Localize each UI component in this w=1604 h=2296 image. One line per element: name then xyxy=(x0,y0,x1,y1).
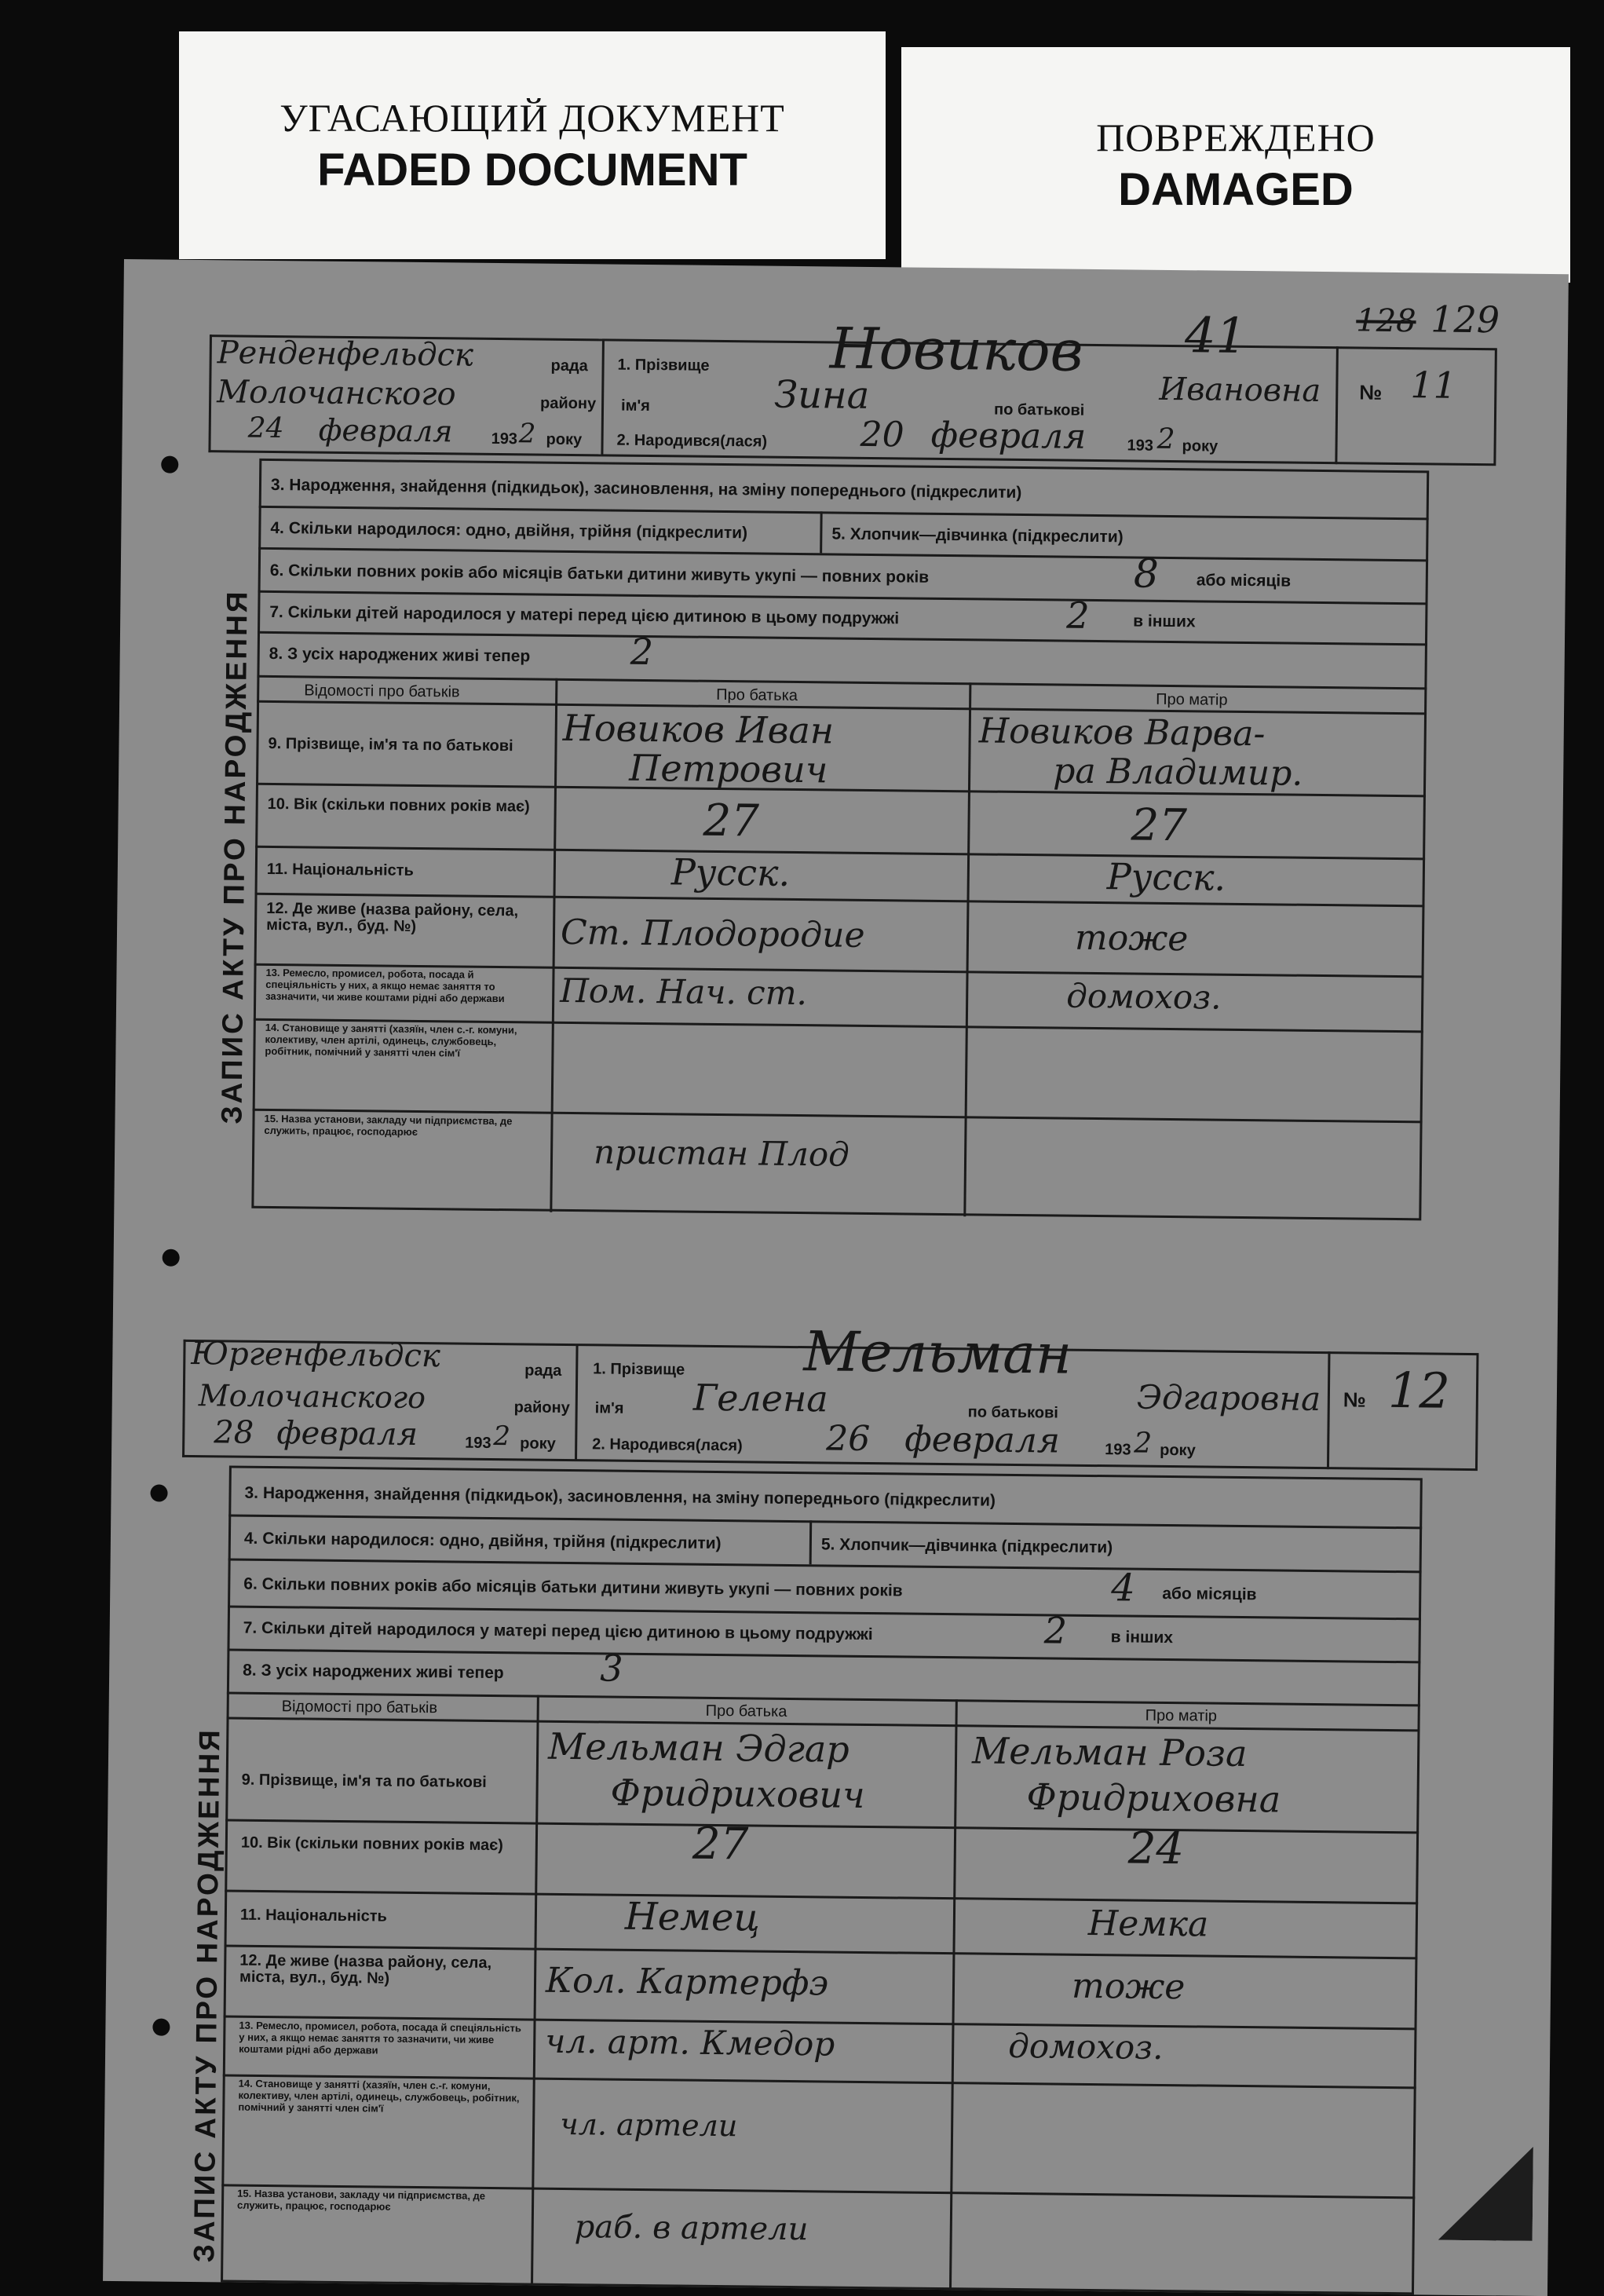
question-6-months: або місяців xyxy=(1162,1584,1257,1604)
mother-age: 27 xyxy=(1131,799,1188,852)
question-7: 7. Скільки дітей народилося у матері перед цією дитиною в цьому подружжі xyxy=(243,1618,873,1644)
question-15: 15. Назва установи, закладу чи підприємства, де служить, працює, господарює xyxy=(264,1112,513,1138)
question-14: 14. Становище у занятті (хазяїн, член с.-г. комуни, колективу, член артілі, одинець, службовець, робітник, помічний у занятті член сім'ї xyxy=(238,2077,520,2115)
question-7-others: в інших xyxy=(1110,1628,1174,1647)
rada-label: рада xyxy=(550,356,588,375)
mother-name-1: Новиков Варва- xyxy=(978,711,1266,755)
child-patronymic: Эдгаровна xyxy=(1136,1377,1321,1419)
surname-label: 1. Прізвище xyxy=(593,1360,685,1379)
mother-nationality: Русск. xyxy=(1106,855,1226,899)
question-14: 14. Становище у занятті (хазяїн, член с.-г. комуни, колективу, член артілі, одинець, службовець, робітник, помічний у занятті член сім'ї xyxy=(265,1021,517,1059)
rada-name: Ренденфельдск xyxy=(217,335,474,374)
faded-label-ru: УГАСАЮЩИЙ ДОКУМЕНТ xyxy=(280,95,785,140)
question-10: 10. Вік (скільки повних років має) xyxy=(267,795,530,816)
born-label: 2. Народився(лася) xyxy=(616,431,768,451)
surname-label: 1. Прізвище xyxy=(617,356,710,375)
name-label: ім'я xyxy=(620,397,650,415)
patronymic-label: по батькові xyxy=(993,400,1085,419)
children-before: 2 xyxy=(1043,1609,1068,1652)
faded-label-en: FADED DOCUMENT xyxy=(317,144,747,196)
rayon-label: району xyxy=(513,1398,570,1417)
years-together: 8 xyxy=(1133,550,1159,597)
born-year-label: року xyxy=(1182,437,1219,455)
born-label: 2. Народився(лася) xyxy=(592,1435,743,1455)
year-label: року xyxy=(520,1435,556,1453)
registration-year-digit: 2 xyxy=(493,1420,511,1453)
mother-nationality: Немка xyxy=(1087,1903,1209,1945)
col-header-info: Відомості про батьків xyxy=(304,682,460,701)
mother-occupation: домохоз. xyxy=(1007,2026,1164,2067)
damaged-document-label xyxy=(901,47,1570,283)
born-year-label: року xyxy=(1160,1441,1196,1460)
child-name: Гелена xyxy=(692,1376,829,1420)
faded-document-label xyxy=(179,31,886,259)
patronymic-label: по батькові xyxy=(967,1403,1059,1422)
father-age: 27 xyxy=(703,795,760,847)
mother-name-2: ра Владимир. xyxy=(1052,751,1303,794)
mother-age: 24 xyxy=(1127,1823,1185,1875)
mother-occupation: домохоз. xyxy=(1065,976,1222,1017)
father-age: 27 xyxy=(692,1818,749,1870)
born-year-prefix: 193 xyxy=(1105,1441,1131,1459)
father-name-1: Новиков Иван xyxy=(562,706,835,752)
side-note-number: 41 xyxy=(1184,306,1248,364)
year-label: року xyxy=(546,430,583,449)
born-year-digit: 2 xyxy=(1156,422,1175,456)
mother-address: тоже xyxy=(1071,1965,1186,2008)
col-header-info: Відомості про батьків xyxy=(281,1698,438,1717)
q4-q5-divider xyxy=(809,1520,813,1564)
question-6: 6. Скільки повних років або місяців батьки дитини живуть укупі — повних років xyxy=(269,561,930,587)
registration-month: февраля xyxy=(318,412,453,449)
registration-year-prefix: 193 xyxy=(465,1434,491,1452)
question-13: 13. Ремесло, промисел, робота, посада й спеціяльність у них, а якщо немає заняття то зазначити, чи живе коштами рідні або держави xyxy=(239,2019,521,2057)
question-8: 8. З усіх народжених живі тепер xyxy=(269,644,531,666)
folio-number: 129 xyxy=(1430,298,1500,342)
rada-label: рада xyxy=(524,1362,562,1380)
col-header-father: Про батька xyxy=(705,1702,787,1720)
side-title: ЗАПИС АКТУ ПРО НАРОДЖЕННЯ xyxy=(188,1727,226,2263)
child-surname: Мельман xyxy=(803,1319,1072,1387)
rayon-name: Молочанского xyxy=(198,1378,426,1416)
registration-year-prefix: 193 xyxy=(491,430,518,448)
damaged-label-ru: ПОВРЕЖДЕНО xyxy=(1096,115,1376,159)
father-name-2: Петрович xyxy=(628,746,828,792)
born-day: 20 xyxy=(860,414,904,455)
number-label: № xyxy=(1343,1387,1367,1412)
question-8: 8. З усіх народжених живі тепер xyxy=(243,1661,504,1683)
side-title: ЗАПИС АКТУ ПРО НАРОДЖЕННЯ xyxy=(215,589,254,1124)
rada-name: Юргенфельдск xyxy=(191,1335,441,1375)
father-name-2: Фридрихович xyxy=(610,1771,865,1816)
mother-name-2: Фридриховна xyxy=(1026,1775,1281,1821)
born-year-digit: 2 xyxy=(1134,1427,1153,1460)
question-11: 11. Національність xyxy=(266,860,414,879)
name-label: ім'я xyxy=(594,1399,624,1417)
registration-month: февраля xyxy=(276,1415,418,1453)
question-9: 9. Прізвище, ім'я та по батькові xyxy=(268,734,513,755)
question-5: 5. Хлопчик—дівчинка (підкреслити) xyxy=(831,525,1124,547)
father-address: Ст. Плодородие xyxy=(560,912,865,956)
question-7-others: в інших xyxy=(1133,612,1196,631)
father-workplace: пристан Плод xyxy=(593,1132,850,1174)
question-12: 12. Де живе (назва району, села, міста, вул., буд. №) xyxy=(266,899,519,935)
damaged-label-en: DAMAGED xyxy=(1118,163,1354,215)
father-position: чл. артели xyxy=(559,2106,738,2144)
question-4: 4. Скільки народилося: одно, двійня, трійня (підкреслити) xyxy=(243,1529,722,1553)
father-workplace: раб. в артели xyxy=(574,2209,809,2248)
born-day: 26 xyxy=(826,1418,871,1460)
question-10: 10. Вік (скільки повних років має) xyxy=(240,1834,503,1855)
q4-q5-divider xyxy=(820,511,823,553)
children-before: 2 xyxy=(1066,594,1090,637)
question-7: 7. Скільки дітей народилося у матері перед цією дитиною в цьому подружжі xyxy=(269,602,900,628)
father-occupation: чл. арт. Кмедор xyxy=(545,2021,835,2064)
record-number: 11 xyxy=(1410,364,1457,407)
question-15: 15. Назва установи, закладу чи підприємства, де служить, працює, господарює xyxy=(236,2187,486,2213)
registration-year-digit: 2 xyxy=(518,418,536,450)
father-occupation: Пом. Нач. ст. xyxy=(560,971,808,1013)
father-address: Кол. Картерфэ xyxy=(545,1960,829,2004)
child-name: Зина xyxy=(773,372,870,418)
mother-address: тоже xyxy=(1074,917,1189,960)
col-header-mother: Про матір xyxy=(1156,690,1228,709)
birth-record-1 xyxy=(114,259,1569,1256)
folio-number-struck: 128 xyxy=(1356,302,1416,340)
registration-day: 28 xyxy=(214,1414,254,1451)
father-nationality: Русск. xyxy=(670,850,791,894)
rayon-name: Молочанского xyxy=(216,374,456,413)
punch-hole xyxy=(163,1249,180,1267)
alive-now: 3 xyxy=(599,1647,623,1690)
birth-record-2 xyxy=(103,1319,1557,2296)
question-12: 12. Де живе (назва району, села, міста, вул., буд. №) xyxy=(239,1951,492,1987)
alive-now: 2 xyxy=(630,630,654,674)
question-6: 6. Скільки повних років або місяців батьки дитини живуть укупі — повних років xyxy=(243,1574,903,1600)
question-11: 11. Національність xyxy=(239,1906,387,1925)
record-number: 12 xyxy=(1387,1361,1451,1420)
born-month: февраля xyxy=(930,415,1087,457)
born-month: февраля xyxy=(904,1419,1061,1461)
child-patronymic: Ивановна xyxy=(1159,371,1321,409)
years-together: 4 xyxy=(1111,1566,1136,1610)
question-13: 13. Ремесло, промисел, робота, посада й спеціяльність у них, а якщо немає заняття то зазначити, чи живе коштами рідні або держави xyxy=(265,966,505,1005)
question-5: 5. Хлопчик—дівчинка (підкреслити) xyxy=(820,1535,1113,1557)
father-nationality: Немец xyxy=(624,1894,761,1940)
number-label: № xyxy=(1359,380,1383,404)
question-3: 3. Народження, знайдення (підкидьок), засиновлення, на зміну попереднього (підкреслити) xyxy=(244,1483,996,1510)
register-page xyxy=(103,259,1569,2296)
born-year-prefix: 193 xyxy=(1127,437,1154,455)
question-9: 9. Прізвище, ім'я та по батькові xyxy=(241,1771,487,1791)
question-4: 4. Скільки народилося: одно, двійня, трійня (підкреслити) xyxy=(270,518,748,543)
father-name-1: Мельман Эдгар xyxy=(547,1724,850,1771)
col-header-mother: Про матір xyxy=(1145,1706,1218,1725)
question-3: 3. Народження, знайдення (підкидьок), засиновлення, на зміну попереднього (підкреслити) xyxy=(270,475,1022,502)
rayon-label: району xyxy=(539,394,597,413)
mother-name-1: Мельман Роза xyxy=(971,1729,1248,1775)
col-header-father: Про батька xyxy=(716,686,798,705)
question-6-months: або місяців xyxy=(1196,571,1292,590)
child-surname: Новиков xyxy=(829,315,1083,384)
registration-day: 24 xyxy=(247,411,284,445)
